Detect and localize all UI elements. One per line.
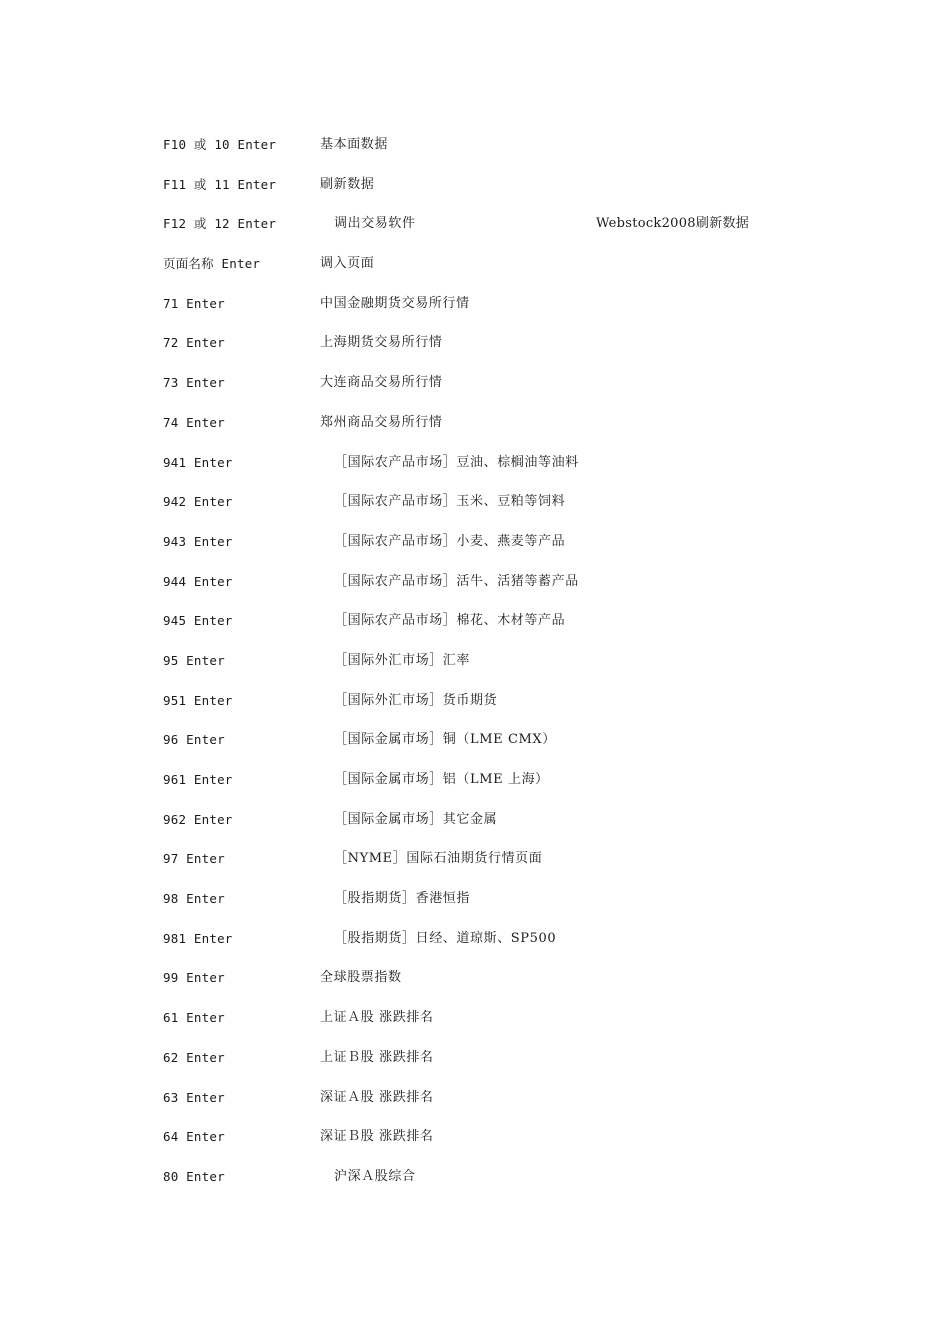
- shortcut-row: [163, 175, 863, 215]
- shortcut-row: [163, 611, 863, 651]
- shortcut-row: [163, 1008, 863, 1048]
- shortcut-key: 71 Enter: [163, 295, 225, 311]
- shortcut-key: 98 Enter: [163, 891, 225, 907]
- shortcut-row: [163, 691, 863, 731]
- shortcut-row: [163, 214, 863, 254]
- shortcut-key: 64 Enter: [163, 1129, 225, 1145]
- shortcut-key: 961 Enter: [163, 772, 233, 787]
- shortcut-description: ［NYME］国际石油期货行情页面: [334, 851, 543, 867]
- shortcut-description: 刷新数据: [320, 176, 375, 192]
- shortcut-row: [163, 929, 863, 969]
- shortcut-row: [163, 254, 863, 294]
- shortcut-row: [163, 730, 863, 770]
- shortcut-description: 沪深Ａ股综合: [334, 1168, 416, 1184]
- shortcut-key: 943 Enter: [163, 533, 233, 549]
- shortcut-row: [163, 135, 863, 175]
- shortcut-row: [163, 651, 863, 691]
- shortcut-description: ［股指期货］香港恒指: [334, 891, 471, 907]
- shortcut-key: 62 Enter: [163, 1049, 225, 1065]
- shortcut-description: 上海期货交易所行情: [320, 335, 443, 351]
- shortcut-list: [163, 135, 863, 1207]
- shortcut-description: ［股指期货］日经、道琼斯、SP500: [334, 930, 557, 946]
- shortcut-key: F11 或 11 Enter: [163, 176, 277, 192]
- shortcut-row: [163, 849, 863, 889]
- shortcut-key: 72 Enter: [163, 335, 225, 351]
- shortcut-row: [163, 889, 863, 929]
- shortcut-row: [163, 968, 863, 1008]
- shortcut-description: 上证Ｂ股 涨跌排名: [320, 1049, 434, 1065]
- shortcut-key: 942 Enter: [163, 494, 233, 510]
- shortcut-row: [163, 1127, 863, 1167]
- shortcut-key: F10 或 10 Enter: [163, 137, 277, 152]
- shortcut-row: [163, 810, 863, 850]
- shortcut-key: 80 Enter: [163, 1168, 225, 1184]
- shortcut-row: [163, 492, 863, 532]
- shortcut-key: 页面名称 Enter: [163, 256, 261, 272]
- shortcut-description: ［国际外汇市场］汇率: [334, 652, 471, 668]
- shortcut-row: [163, 453, 863, 493]
- shortcut-description: ［国际金属市场］铜（LME CMX）: [334, 732, 556, 748]
- shortcut-key: 95 Enter: [163, 652, 225, 668]
- shortcut-description: ［国际农产品市场］玉米、豆粕等饲料: [334, 494, 566, 510]
- shortcut-key: 74 Enter: [163, 414, 225, 430]
- shortcut-description: ［国际农产品市场］小麦、燕麦等产品: [334, 533, 566, 549]
- shortcut-key: 63 Enter: [163, 1089, 225, 1105]
- shortcut-key: 981 Enter: [163, 930, 233, 946]
- shortcut-row: [163, 1167, 863, 1207]
- shortcut-description: ［国际农产品市场］棉花、木材等产品: [334, 613, 566, 629]
- shortcut-row: [163, 413, 863, 453]
- shortcut-description: 全球股票指数: [320, 970, 402, 986]
- shortcut-row: [163, 572, 863, 612]
- shortcut-description: 调出交易软件: [334, 216, 416, 232]
- shortcut-key: 941 Enter: [163, 454, 233, 470]
- shortcut-description: 深证Ｂ股 涨跌排名: [320, 1129, 434, 1145]
- shortcut-key: 96 Enter: [163, 732, 225, 748]
- shortcut-description: 调入页面: [320, 256, 375, 272]
- shortcut-description: ［国际农产品市场］豆油、棕榈油等油料: [334, 454, 579, 470]
- shortcut-key: 97 Enter: [163, 851, 225, 867]
- shortcut-description: 上证Ａ股 涨跌排名: [320, 1010, 434, 1026]
- shortcut-description: ［国际金属市场］铝（LME 上海）: [334, 772, 549, 787]
- shortcut-key: 61 Enter: [163, 1010, 225, 1026]
- shortcut-description: 大连商品交易所行情: [320, 375, 443, 391]
- shortcut-row: [163, 373, 863, 413]
- shortcut-key: 962 Enter: [163, 811, 233, 827]
- shortcut-row: [163, 333, 863, 373]
- shortcut-row: [163, 1048, 863, 1088]
- shortcut-row: [163, 1088, 863, 1128]
- shortcut-row: [163, 770, 863, 810]
- shortcut-key: F12 或 12 Enter: [163, 216, 277, 232]
- shortcut-description: ［国际农产品市场］活牛、活猪等蓄产品: [334, 573, 579, 589]
- shortcut-key: 944 Enter: [163, 573, 233, 589]
- shortcut-description: 郑州商品交易所行情: [320, 414, 443, 430]
- shortcut-description: ［国际金属市场］其它金属: [334, 811, 498, 827]
- shortcut-row: [163, 294, 863, 334]
- shortcut-row: [163, 532, 863, 572]
- shortcut-description: ［国际外汇市场］货币期货: [334, 692, 498, 708]
- shortcut-key: 951 Enter: [163, 692, 233, 708]
- shortcut-note: Webstock2008刷新数据: [596, 216, 750, 232]
- shortcut-description: 中国金融期货交易所行情: [320, 295, 470, 311]
- shortcut-key: 99 Enter: [163, 970, 225, 986]
- shortcut-description: 基本面数据: [320, 137, 389, 152]
- shortcut-key: 73 Enter: [163, 375, 225, 391]
- shortcut-description: 深证Ａ股 涨跌排名: [320, 1089, 434, 1105]
- shortcut-key: 945 Enter: [163, 613, 233, 629]
